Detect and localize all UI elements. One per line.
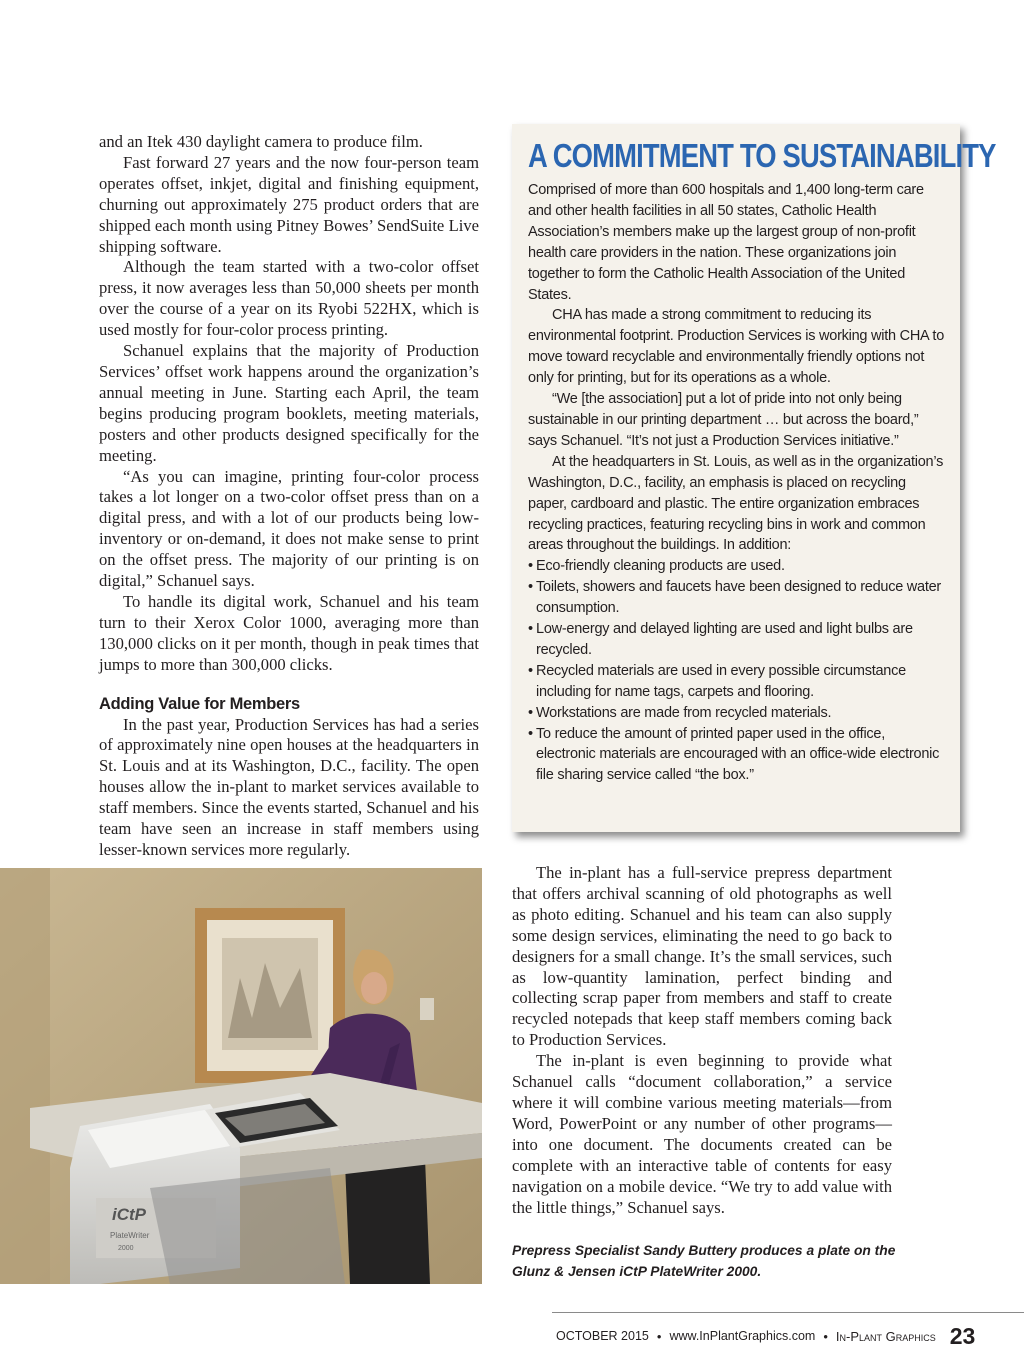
bullet-icon: • xyxy=(528,704,533,721)
body-paragraph: Fast forward 27 years and the now four-person team operates offset, inkjet, digital and finishing equipment, churning out approximately 275 product orders that are shipped each month using Pitney Bowes’ SendSuite Live shipping software. xyxy=(99,152,479,256)
photo-illustration xyxy=(0,868,482,1284)
sidebar-body xyxy=(528,180,946,786)
footer-date: OCTOBER 2015 xyxy=(556,1329,649,1343)
sidebar-title: A COMMITMENT TO SUSTAINABILITY xyxy=(528,137,996,174)
machine-brand-label: iCtP xyxy=(112,1205,146,1224)
page-footer xyxy=(556,1321,1024,1351)
footer-publication: In-Plant Graphics xyxy=(835,1328,936,1344)
bullet-icon: • xyxy=(528,725,533,742)
footer-rule xyxy=(552,1312,1024,1313)
platewriter-photo xyxy=(0,868,482,1284)
body-paragraph: and an Itek 430 daylight camera to produce film. xyxy=(99,132,423,151)
sidebar-paragraph: “We [the association] put a lot of pride into not only being sustainable in our printing department … but across the board,” says Schanuel. “It’s not just a Production Services initiative.” xyxy=(528,391,919,449)
page-number: 23 xyxy=(949,1322,976,1349)
bullet-icon: • xyxy=(528,579,533,596)
sidebar-bullet: • Low-energy and delayed lighting are used and light bulbs are recycled. xyxy=(528,621,913,658)
photo-caption: Prepress Specialist Sandy Buttery produces a plate on the Glunz & Jensen iCtP PlateWriter 2000. xyxy=(512,1243,896,1279)
body-paragraph: Schanuel explains that the majority of Production Services’ offset work happens around the organization’s annual meeting in June. Starting each April, the team begins producing program booklets, meeting materials, posters and other products designed specifically for the meeting. xyxy=(99,341,479,465)
body-paragraph: The in-plant is even beginning to provide what Schanuel calls “document collaboration,” a service where it will combine various meeting materials—from Word, PowerPoint or any number of other programs—into one document. The documents created can be complete with an interactive table of contents for easy navigation on a mobile device. “We try to add value with the little things,” Schanuel says. xyxy=(512,1051,892,1217)
body-paragraph: The in-plant has a full-service prepress department that offers archival scanning of old photographs as well as photo editing. Schanuel and his team can also supply some design services, eliminating the need to go back to designers for a small change. It’s the small services, such as low-quantity lamination, perfect binding and collecting scrap paper from members and staff to create recycled notepads that keep staff members coming back to Production Services. xyxy=(512,863,892,1050)
sidebar-paragraph: CHA has made a strong commitment to reducing its environmental footprint. Production Services is working with CHA to move toward recyclable and environmentally friendly options not only for printing, but for its operations as a whole. xyxy=(528,307,945,387)
machine-model-label: PlateWriter xyxy=(110,1231,150,1240)
footer-url: www.InPlantGraphics.com xyxy=(669,1329,816,1343)
sidebar-bullet-list xyxy=(528,556,946,786)
sidebar-bullet: • Workstations are made from recycled materials. xyxy=(528,703,946,724)
framed-picture xyxy=(195,908,345,1083)
sidebar-paragraph: Comprised of more than 600 hospitals and 1,400 long-term care and other health facilities in all 50 states, Catholic Health Association’s members make up the largest group of non-profit health care providers in the nation. These organizations join together to form the Catholic Health Association of the United States. xyxy=(528,182,924,303)
section-subhead: Adding Value for Members xyxy=(99,694,300,713)
footer-separator: • xyxy=(823,1328,828,1344)
body-paragraph: Although the team started with a two-color offset press, it now averages less than 50,000 sheets per month over the course of a year on its Ryobi 522HX, which is used mostly for four-color process printing. xyxy=(99,257,479,340)
body-paragraph: “As you can imagine, printing four-color process takes a lot longer on a two-color offset press than on a digital press, and with a lot of our products being low-inventory or on-demand, it does not make sense to print on the offset press. The majority of our printing is on digital,” Schanuel says. xyxy=(99,466,479,591)
sidebar-paragraph: At the headquarters in St. Louis, as well as in the organization’s Washington, D.C., facility, an emphasis is placed on recycling paper, cardboard and plastic. The entire organization embraces recycling practices, featuring recycling bins in work and common areas throughout the buildings. In addition: xyxy=(528,453,944,554)
body-paragraph: In the past year, Production Services has had a series of approximately nine open houses at the headquarters in St. Louis and at its Washington, D.C., facility. The open houses allow the in-plant to market services available to staff members. Since the events started, Schanuel and his team have seen an increase in staff members using lesser-known services more regularly. xyxy=(99,714,479,859)
right-column xyxy=(512,863,892,1218)
body-paragraph: To handle its digital work, Schanuel and his team turn to their Xerox Color 1000, averaging more than 130,000 clicks on it per month, though in peak times that jumps to more than 300,000 clicks. xyxy=(99,591,479,674)
footer-separator: • xyxy=(656,1328,662,1344)
bullet-icon: • xyxy=(528,621,533,638)
left-column xyxy=(99,132,479,861)
sidebar-bullet: • Eco-friendly cleaning products are used. xyxy=(528,556,946,577)
bullet-icon: • xyxy=(528,558,533,575)
sidebar-bullet: • Toilets, showers and faucets have been designed to reduce water consumption. xyxy=(528,579,942,617)
machine-number-label: 2000 xyxy=(118,1245,134,1252)
sustainability-sidebar xyxy=(512,124,996,832)
bullet-icon: • xyxy=(528,662,533,679)
sidebar-bullet: • Recycled materials are used in every possible circumstance including for name tags, carpets and flooring. xyxy=(528,662,906,700)
sidebar-bullet: • To reduce the amount of printed paper used in the office, electronic materials are encouraged with an office-wide electronic file sharing service called “the box.” xyxy=(528,725,940,784)
